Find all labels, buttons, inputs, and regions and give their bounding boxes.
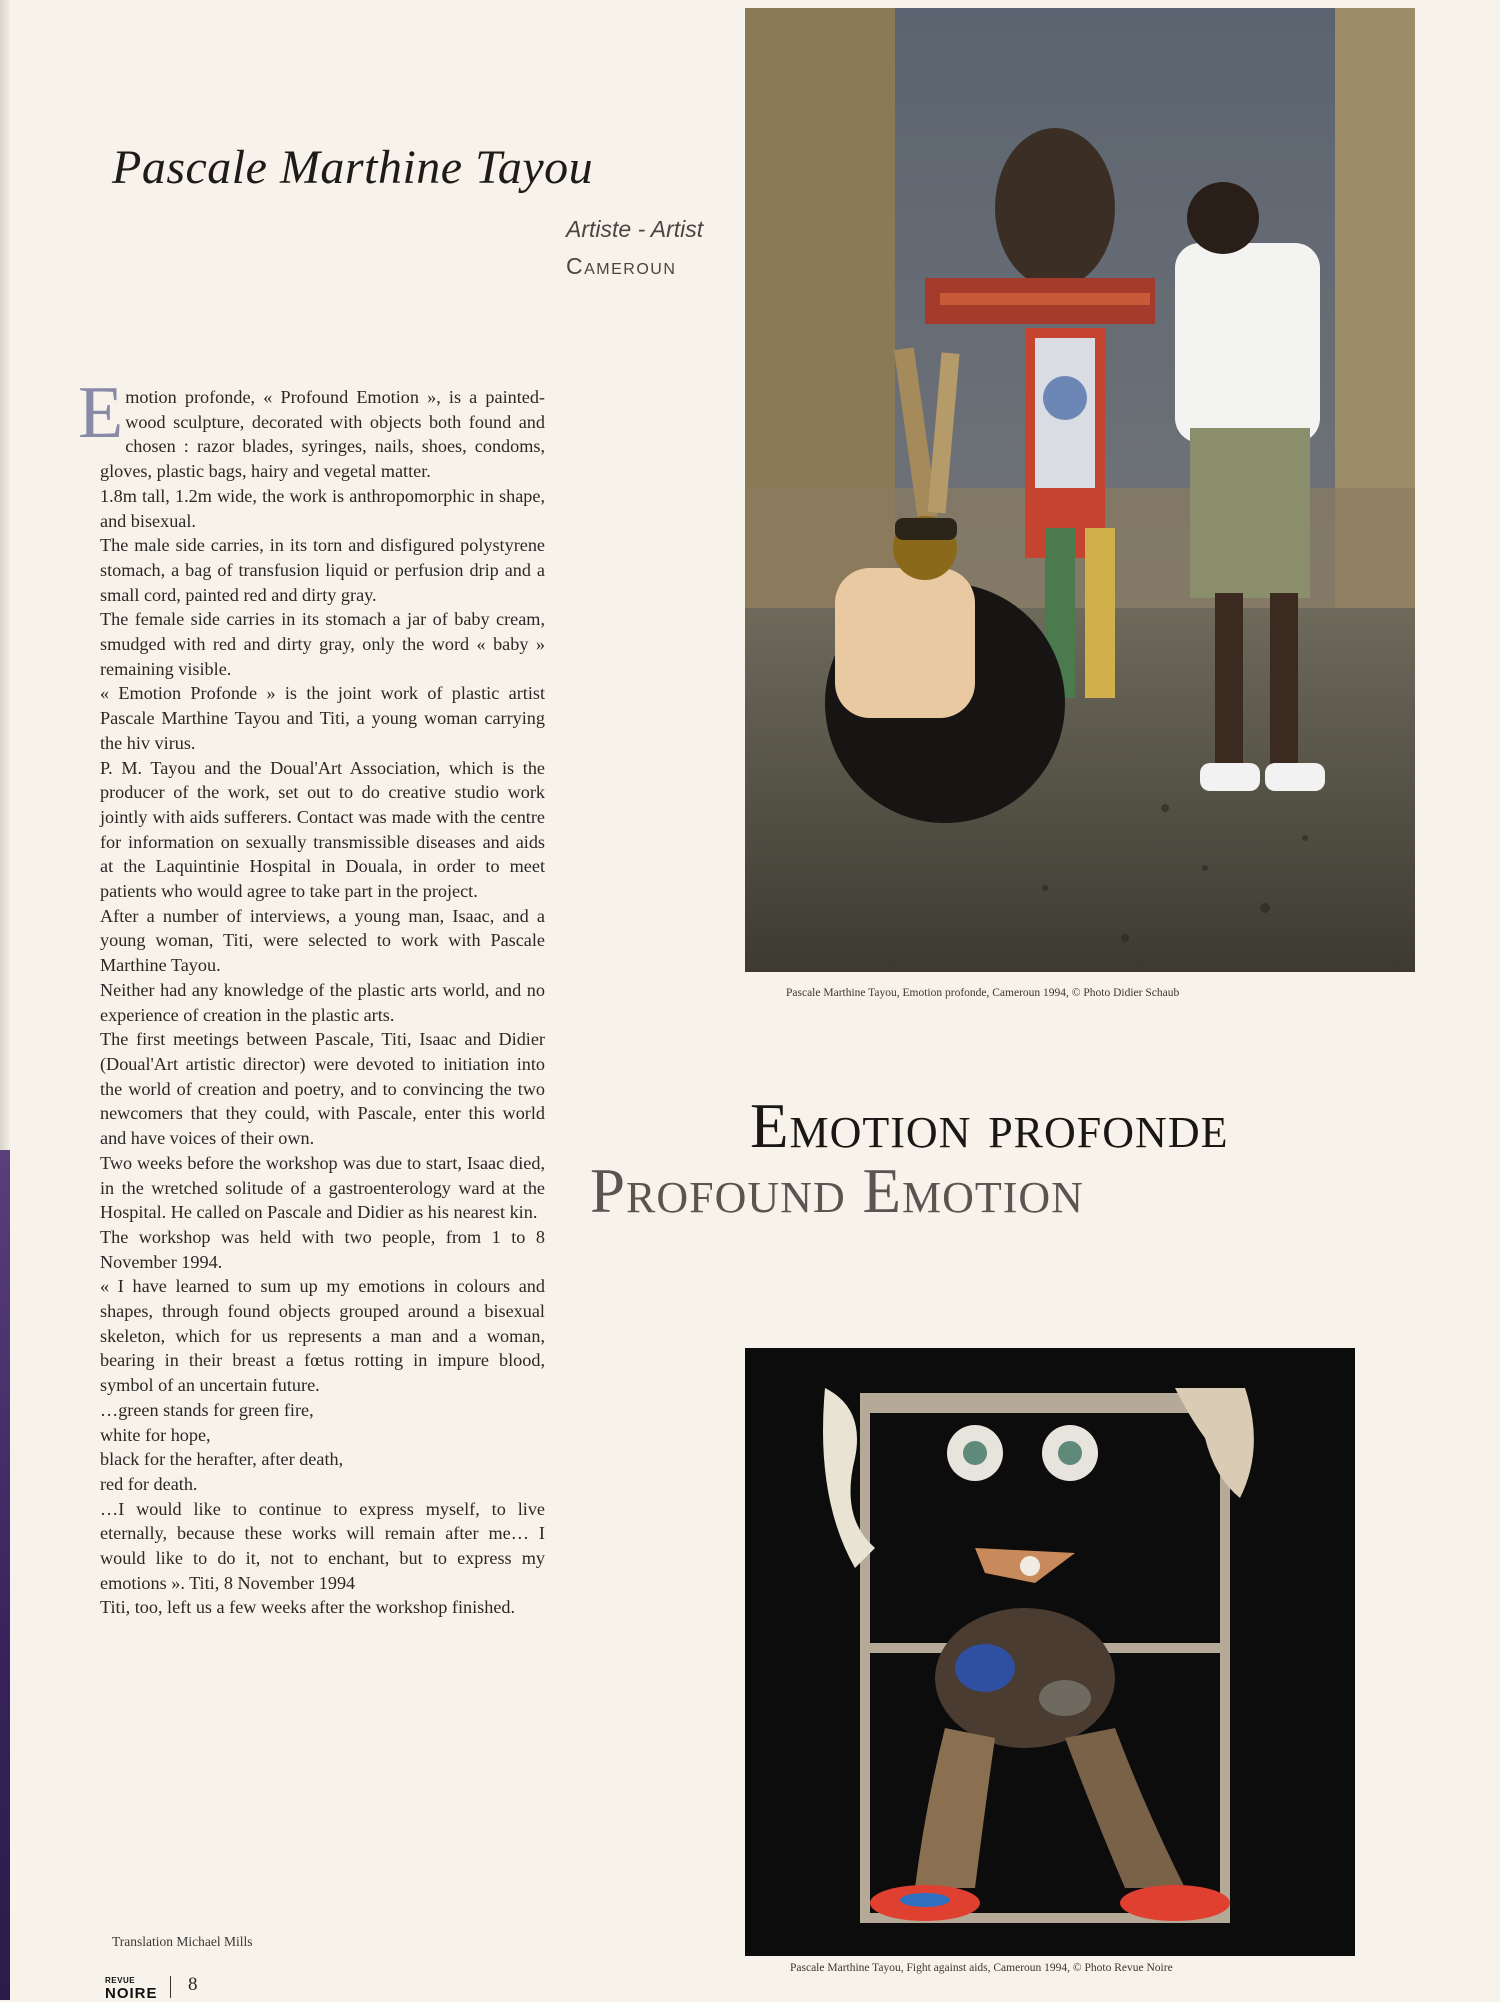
paragraph: 1.8m tall, 1.2m wide, the work is anthropomorphic in shape, and bisexual. (100, 485, 545, 531)
paragraph: The workshop was held with two people, from 1 to 8 November 1994. (100, 1226, 545, 1272)
paragraph: « I have learned to sum up my emotions in colours and shapes, through found objects grouped around a bisexual skeleton, which for us represents a man and a woman, bearing in their breast a fœtus rotting in impure blood, symbol of an uncertain future. (100, 1276, 545, 1396)
poem-line: black for the herafter, after death, (100, 1449, 344, 1470)
paragraph-1: Emotion profonde, « Profound Emotion », is a painted-wood sculpture, decorated with objects both found and chosen : razor blades, syringes, nails, shoes, condoms, gloves, plastic bags, hairy and vegetal matter. (78, 372, 545, 482)
photo-workshop-image (745, 8, 1415, 972)
drop-cap: E (78, 372, 124, 454)
photo-workshop (745, 8, 1415, 972)
paragraph: …I would like to continue to express myself, to live eternally, because these works will remain after me… I would like to do it, not to enchant, but to express my emotions ». Titi, 8 November 1994 (100, 1498, 545, 1593)
photo-caption-top: Pascale Marthine Tayou, Emotion profonde, Cameroun 1994, © Photo Didier Schaub (786, 987, 1180, 999)
paragraph: Two weeks before the workshop was due to start, Isaac died, in the wretched solitude of a gastroenterology ward at the Hospital. He called on Pascale and Didier as his nearest kin. (100, 1152, 545, 1223)
page-gutter-bottom (0, 1150, 10, 2000)
page-gutter-top (0, 0, 10, 1150)
poem-line: …green stands for green fire, (100, 1399, 314, 1420)
paragraph: « Emotion Profonde » is the joint work of plastic artist Pascale Marthine Tayou and Titi, a young woman carrying the hiv virus. (100, 683, 545, 753)
paragraph: Neither had any knowledge of the plastic arts world, and no experience of creation in the plastic arts. (100, 979, 545, 1025)
paragraph: The female side carries in its stomach a jar of baby cream, smudged with red and dirty gray, only the word « baby » remaining visible. (100, 609, 545, 679)
poem-line: red for death. (100, 1473, 198, 1494)
title-french: Emotion profonde (750, 1091, 1229, 1161)
paragraph: The male side carries, in its torn and disfigured polystyrene stomach, a bag of transfusion liquid or perfusion drip and a small cord, painted red and dirty gray. (100, 535, 545, 605)
page-number: 8 (188, 1974, 198, 1995)
artist-role: Artiste - Artist (566, 216, 704, 242)
article-body (78, 372, 545, 1620)
paragraph: The first meetings between Pascale, Titi, Isaac and Didier (Doual'Art artistic director) were devoted to initiation into the world of creation and poetry, and to convincing the two newcomers that they could, with Pascale, enter this world and have voices of their own. (100, 1029, 545, 1149)
paragraph: Titi, too, left us a few weeks after the workshop finished. (100, 1597, 516, 1618)
title-english: Profound Emotion (590, 1156, 1084, 1226)
paragraph: P. M. Tayou and the Doual'Art Association, which is the producer of the work, set out to do creative studio work jointly with aids sufferers. Contact was made with the centre for information on sexually transmissible diseases and aids at the Laquintinie Hospital in Douala, in order to meet patients who would agree to take part in the project. (100, 757, 545, 902)
photo-caption-bottom: Pascale Marthine Tayou, Fight against aids, Cameroun 1994, © Photo Revue Noire (790, 1962, 1173, 1974)
photo-sculpture (745, 1348, 1355, 1956)
artist-name: Pascale Marthine Tayou (112, 141, 594, 194)
translation-credit: Translation Michael Mills (112, 1934, 253, 1949)
photo-sculpture-image (745, 1348, 1355, 1956)
footer-divider (170, 1976, 171, 1998)
revue-noire-logo: REVUE NOIRE (105, 1976, 158, 2002)
poem-line: white for hope, (100, 1424, 211, 1445)
artist-country: Cameroun (566, 253, 677, 279)
paragraph: After a number of interviews, a young man, Isaac, and a young woman, Titi, were selected to work with Pascale Marthine Tayou. (100, 905, 545, 976)
